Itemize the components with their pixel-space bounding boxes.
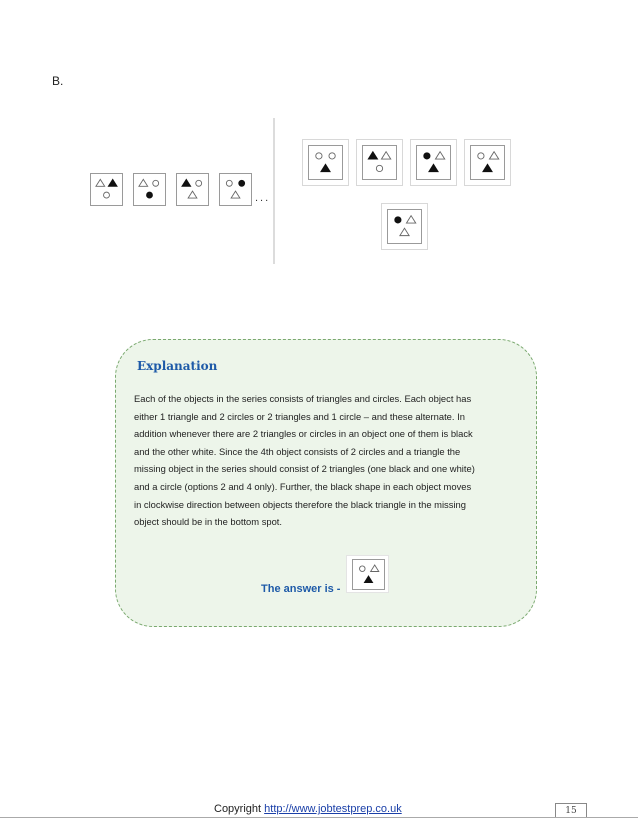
- black-circle: [424, 153, 430, 159]
- white-circle: [104, 192, 110, 198]
- copyright-label: Copyright: [214, 803, 262, 815]
- white-circle: [196, 180, 202, 186]
- option-tile-4[interactable]: [470, 145, 505, 180]
- explanation-line: either 1 triangle and 2 circles or 2 triangles and 1 circle – and these alternate. In: [134, 410, 465, 422]
- white-triangle: [489, 152, 498, 159]
- option-tile-3[interactable]: [416, 145, 451, 180]
- tile-shapes: [353, 560, 384, 589]
- option-tile-5[interactable]: [387, 209, 422, 244]
- column-divider: [273, 118, 275, 264]
- explanation-line: object should be in the bottom spot.: [134, 516, 283, 528]
- sequence-tile-3: [176, 173, 209, 206]
- sequence-ellipsis: ...: [255, 192, 271, 204]
- explanation-line: Each of the objects in the series consists of triangles and circles. Each object has: [134, 393, 472, 404]
- website-link[interactable]: http://www.jobtestprep.co.uk: [264, 803, 402, 815]
- black-triangle: [364, 576, 372, 583]
- white-triangle: [371, 565, 379, 572]
- tile-shapes: [309, 146, 342, 179]
- black-circle: [147, 192, 153, 198]
- tile-shapes: [363, 146, 396, 179]
- white-triangle: [139, 179, 148, 186]
- white-triangle: [188, 191, 197, 198]
- white-triangle: [400, 228, 409, 235]
- white-circle: [153, 180, 159, 186]
- option-tile-1[interactable]: [308, 145, 343, 180]
- explanation-line: missing object in the series should consist of 2 triangles (one black and one white): [134, 463, 475, 475]
- explanation-line: in clockwise direction between objects therefore the black triangle in the missing: [134, 498, 466, 510]
- white-triangle: [381, 152, 390, 159]
- explanation-line: and the other white. Since the 4th object consists of 2 circles and a triangle the: [134, 445, 461, 457]
- option-tile-2[interactable]: [362, 145, 397, 180]
- black-triangle: [368, 152, 377, 159]
- black-triangle: [321, 164, 330, 171]
- black-circle: [395, 217, 401, 223]
- explanation-title: Explanation: [137, 359, 218, 373]
- sequence-tile-2: [133, 173, 166, 206]
- tile-shapes: [471, 146, 504, 179]
- sequence-tile-4: [219, 173, 252, 206]
- white-triangle: [406, 216, 415, 223]
- black-triangle: [429, 164, 438, 171]
- tile-shapes: [388, 210, 421, 243]
- white-triangle: [435, 152, 444, 159]
- black-triangle: [182, 179, 191, 186]
- page-number: 15: [555, 803, 587, 818]
- explanation-line: addition whenever there are 2 triangles or circles in an object one of them is black: [134, 428, 473, 440]
- white-triangle: [96, 179, 105, 186]
- white-triangle: [231, 191, 240, 198]
- answer-tile: [352, 559, 385, 590]
- black-circle: [239, 180, 245, 186]
- tile-shapes: [91, 174, 122, 205]
- tile-shapes: [220, 174, 251, 205]
- answer-label: The answer is -: [261, 583, 341, 595]
- sequence-tile-1: [90, 173, 123, 206]
- white-circle: [360, 566, 366, 572]
- white-circle: [329, 153, 335, 159]
- question-label: B.: [52, 74, 64, 88]
- white-circle: [226, 180, 232, 186]
- black-triangle: [483, 164, 492, 171]
- footer-rule: [0, 817, 638, 818]
- tile-shapes: [177, 174, 208, 205]
- tile-shapes: [134, 174, 165, 205]
- white-circle: [316, 153, 322, 159]
- white-circle: [478, 153, 484, 159]
- explanation-text: [134, 390, 518, 531]
- tile-shapes: [417, 146, 450, 179]
- white-circle: [376, 165, 382, 171]
- footer-copyright: [214, 803, 402, 815]
- explanation-line: and a circle (options 2 and 4 only). Further, the black shape in each object moves: [134, 480, 472, 492]
- black-triangle: [108, 179, 117, 186]
